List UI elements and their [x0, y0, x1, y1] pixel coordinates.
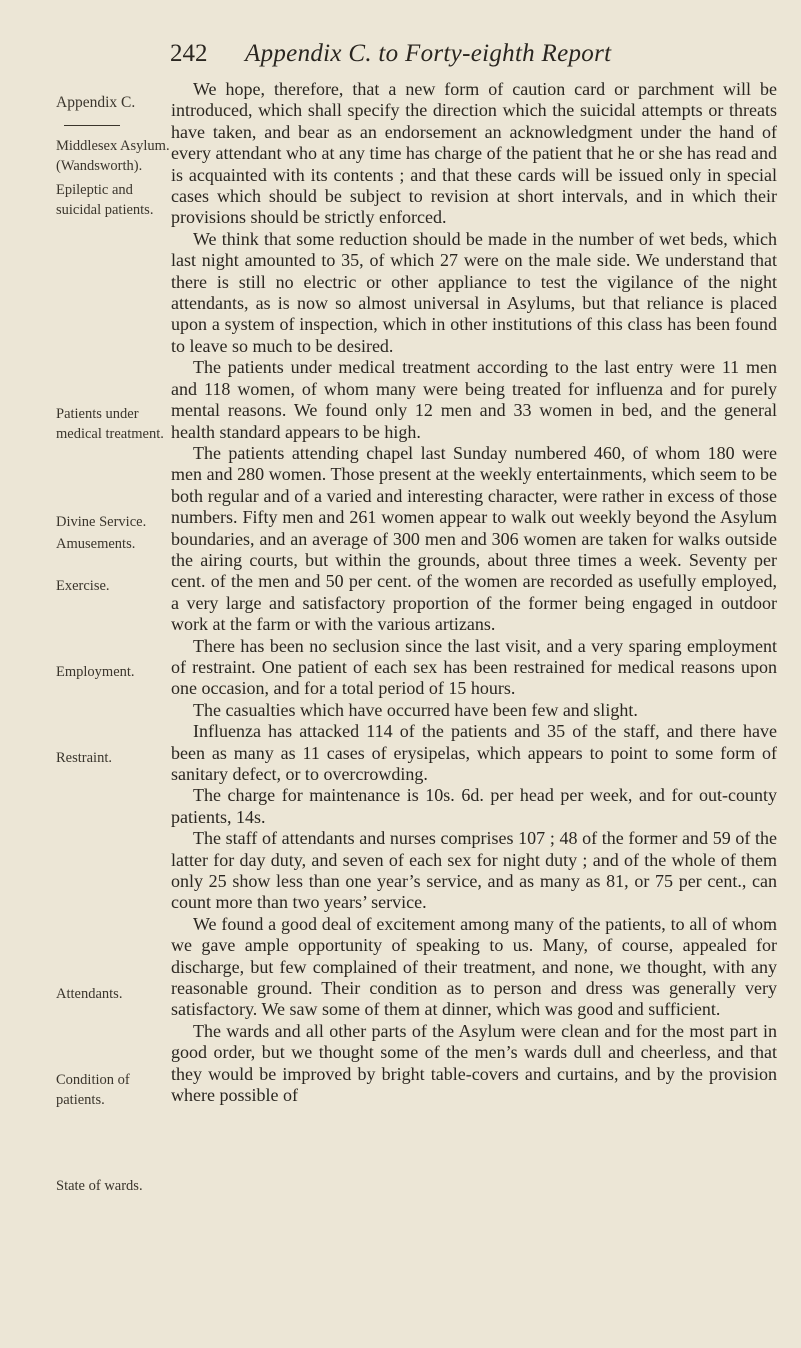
running-title: Appendix C. to Forty-eighth Report [245, 40, 612, 67]
paragraph: The casualties which have occurred have been few and slight. [193, 699, 638, 720]
paragraph: The staff of attendants and nurses comprises 107 ; 48 of the former and 59 of the latter for day duty, and seven of each sex for night duty ; and of the whole of them only 25 show less than one year’s service, and as many as 81, or 75 per cent., can count more than two years’ service. [171, 828, 777, 913]
margin-note-appendix: Appendix C. [56, 94, 136, 111]
margin-note-medical-treatment: Patients under medical treatment. [56, 406, 164, 442]
margin-note-restraint: Restraint. [56, 750, 112, 766]
paragraph: We hope, therefore, that a new form of caution card or parchment will be introduced, which shall specify the direction which the suicidal attempts or threats have taken, and bear as an endorsement an acknowledgment under the hand of every attendant who at any time has charge of the patient that he or she has read and is acquainted with its contents ; and that these cards will be issued only in special cases which should be subject to revision at short intervals, and in which their provisions should be strictly enforced. [171, 79, 777, 228]
paragraph: The patients attending chapel last Sunday numbered 460, of whom 180 were men and 280 women. Those present at the weekly entertainments, which seem to be both regular and of a varied and interesting character, were rather in excess of those numbers. Fifty men and 261 women appear to walk out weekly beyond the Asylum boundaries, and an average of 300 men and 306 women are taken for walks outside the airing courts, but within the grounds, about three times a week. Seventy per cent. of the men and 50 per cent. of the women are recorded as usefully employed, a very large and satisfactory proportion of the former being engaged in outdoor work at the farm or with the various artizans. [171, 442, 777, 635]
margin-note-asylum: Middlesex Asylum. (Wandsworth). [56, 138, 170, 174]
margin-rule [64, 125, 120, 126]
paragraph: The patients under medical treatment according to the last entry were 11 men and 118 women, of whom many were being treated for influenza and for purely mental reasons. We found only 12 men and 33 women in bed, and the general health standard appears to be high. [171, 357, 777, 442]
page-number: 242 [170, 40, 208, 67]
paragraph: Influenza has attacked 114 of the patients and 35 of the staff, and there have been as many as 11 cases of erysipelas, which appears to point to some form of sanitary defect, or to overcrowding. [171, 721, 777, 784]
paragraph: The wards and all other parts of the Asylum were clean and for the most part in good order, but we thought some of the men’s wards dull and cheerless, and that they would be improved by bright table-covers and curtains, and by the provision where possible of [171, 1020, 777, 1106]
paragraph: We found a good deal of excitement among many of the patients, to all of whom we gave ample opportunity of speaking to us. Many, of course, appealed for discharge, but few complained of their treatment, and none, we thought, with any reasonable ground. Their condition as to person and dress was generally very satisfactory. We saw some of them at dinner, which was good and sufficient. [171, 913, 777, 1020]
margin-note-condition: Condition of patients. [56, 1072, 130, 1108]
running-header [170, 40, 770, 68]
paragraph: The charge for maintenance is 10s. 6d. per head per week, and for out-county patients, 14s. [171, 785, 777, 827]
margin-note-amusements: Amusements. [56, 536, 136, 552]
paragraph: We think that some reduction should be made in the number of wet beds, which last night amounted to 35, of which 27 were on the male side. We understand that there is still no electric or other appliance to test the vigilance of the night attendants, as is now so almost universal in Asylums, but that reliance is placed upon a system of inspection, which in other institutions of this class has been found to leave so much to be desired. [171, 228, 777, 356]
body-text [171, 79, 777, 1107]
margin-note-employment: Employment. [56, 664, 135, 680]
margin-note-attendants: Attendants. [56, 986, 123, 1002]
margin-note-divine-service: Divine Service. [56, 514, 147, 530]
paragraph: There has been no seclusion since the last visit, and a very sparing employment of restraint. One patient of each sex has been restrained for medical reasons upon one occasion, and for a total period of 15 hours. [171, 635, 777, 699]
margin-note-exercise: Exercise. [56, 578, 110, 594]
margin-note-wards: State of wards. [56, 1178, 143, 1194]
margin-note-epileptic: Epileptic and suicidal patients. [56, 182, 154, 218]
